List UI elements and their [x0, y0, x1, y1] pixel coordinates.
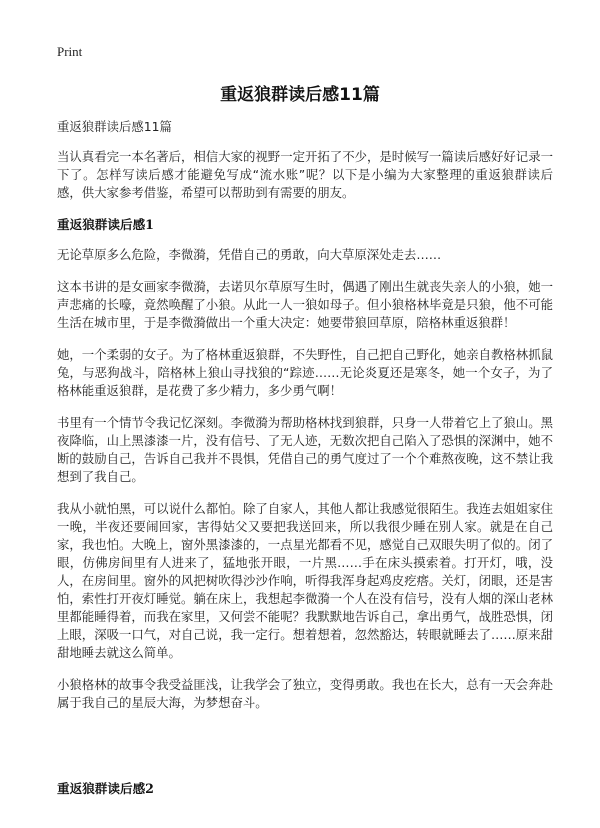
paragraph: 这本书讲的是女画家李微漪，去诺贝尔草原写生时，偶遇了刚出生就丧失亲人的小狼，她一声悲痛的长嚎，竟然唤醒了小狼。从此一人一狼如母子。但小狼格林毕竟是只狼，他不可能生活在城市里，于是李微漪做出一个重大决定：她要带狼回草原，陪格林重返狼群！ [57, 279, 553, 330]
intro-paragraph: 当认真看完一本名著后，相信大家的视野一定开拓了不少，是时候写一篇读后感好好记录一下了。怎样写读后感才能避免写成“流水账”呢？以下是小编为大家整理的重返狼群读后感，供大家参考借鉴，希望可以帮助到有需要的朋友。 [57, 149, 553, 200]
section-heading-2: 重返狼群读后感2 [57, 781, 154, 796]
paragraph: 我从小就怕黑，可以说什么都怕。除了自家人，其他人都让我感觉很陌生。我连去姐姐家住一晚，半夜还要闹回家，害得姑父又要把我送回来，所以我很少睡在别人家。就是在自己家，我也怕。大晚上，窗外黑漆漆的，一点星光都看不见，感觉自己双眼失明了似的。闭了眼，仿佛房间里有人进来了，猛地张开眼，一片黑……手在床头摸索着。打开灯，哦，没人，在房间里。窗外的风把树吹得沙沙作响，听得我浑身起鸡皮疙瘩。关灯，闭眼，还是害怕，索性打开夜灯睡觉。躺在床上，我想起李微漪一个人在没有信号，没有人烟的深山老林里都能睡得着，而我在家里，又何尝不能呢？我默默地告诉自己，拿出勇气，战胜恐惧，闭上眼，深吸一口气，对自己说，我一定行。想着想着，忽然豁达，转眼就睡去了……原来甜甜地睡去就这么简单。 [57, 501, 553, 660]
document-subtitle: 重返狼群读后感11篇 [57, 119, 172, 134]
section-heading-1: 重返狼群读后感1 [57, 217, 154, 232]
paragraph: 她，一个柔弱的女子。为了格林重返狼群，不失野性，自己把自己野化，她亲自教格林抓鼠兔，与恶狗战斗，陪格林上狼山寻找狼的“踪迹……无论炎夏还是寒冬，她一个女子，为了格林能重返狼群，是花费了多少精力，多少勇气啊！ [57, 347, 553, 398]
document-title: 重返狼群读后感11篇 [220, 85, 380, 105]
paragraph: 无论草原多么危险，李微漪，凭借自己的勇敢，向大草原深处走去…… [57, 247, 442, 262]
paragraph: 书里有一个情节令我记忆深刻。李微漪为帮助格林找到狼群，只身一人带着它上了狼山。黑夜降临，山上黑漆漆一片，没有信号、了无人迹，无数次把自己陷入了恐惧的深渊中，她不断的鼓励自己，告诉自己我并不畏惧，凭借自己的勇气度过了一个个难熬夜晚，这不禁让我想到了我自己。 [57, 415, 553, 484]
print-link[interactable]: Print [57, 44, 83, 59]
paragraph: 小狼格林的故事令我受益匪浅，让我学会了独立，变得勇敢。我也在长大，总有一天会奔赴属于我自己的星辰大海，为梦想奋斗。 [57, 677, 553, 710]
document-body [57, 118, 553, 726]
